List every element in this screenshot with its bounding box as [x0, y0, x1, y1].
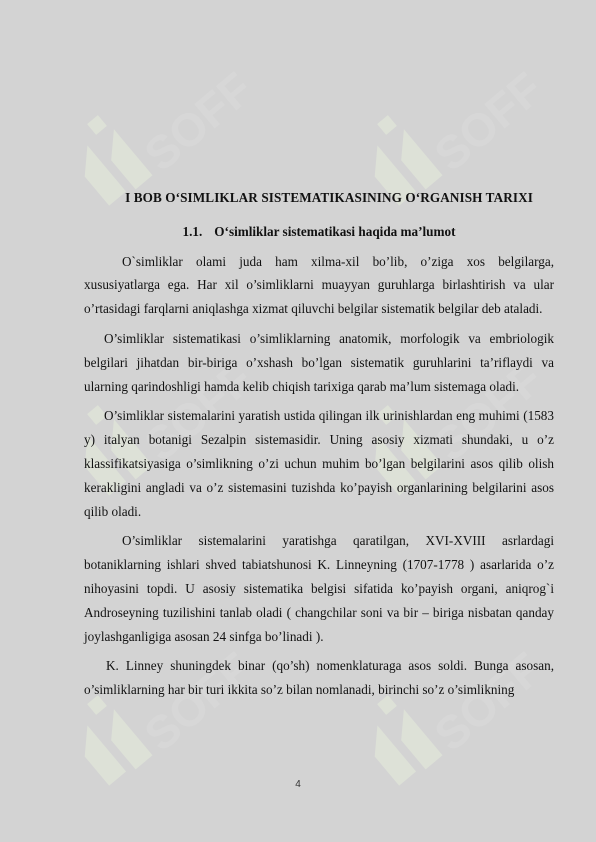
section-title: O‘simliklar sistematikasi haqida ma’lumot: [214, 223, 456, 239]
section-heading: [84, 220, 554, 244]
watermark-text: SOFF: [424, 62, 552, 181]
paragraph: O’simliklar sistemalarini yaratish ustida qilingan ilk urinishlardan eng muhimi (1583 y) italyan botanigi Sezalpin sistemasidir. Uning asosiy xizmati shundaki, u o’z klassifikatsiyasiga o’simlikning o’zi uchun muhim bo’lgan belgilarini asos qilib olish kerakligini angladi va o’z sistemasini tuzishda ko’payish organlarining belgilarini asos qilib oladi.: [84, 408, 554, 519]
document-body: [84, 186, 554, 708]
watermark-text: SOFF: [424, 642, 552, 761]
watermark-text: SOFF: [134, 642, 262, 761]
paragraph: O’simliklar sistemalarini yaratishga qaratilgan, XVI-XVIII asrlardagi botaniklarning ishlari shved tabiatshunosi K. Linneyning (1707-1778 ) asarlarida o’z nihoyasini topdi. U asosiy sistematika belgisi sifatida ko’payish organi, aniqrog`i Androseyning tuzilishini tanlab oladi ( changchilar soni va bir – biriga nisbatan qanday joylashganligiga asosan 24 sinfga bo’linadi ).: [84, 533, 554, 644]
paragraph: O’simliklar sistematikasi o’simliklarning anatomik, morfologik va embriologik belgilari jihatdan bir-biriga o’xshash bo’lgan sistematik guruhlarini ta’riflaydi va ularning qarindoshligi hamda kelib chiqish tarixiga qarab ma’lum sistemaga oladi.: [84, 330, 554, 394]
page-number: 4: [295, 779, 301, 790]
watermark-text: SOFF: [134, 62, 262, 181]
watermark-text: SOFF: [134, 352, 262, 471]
watermark-text: SOFF: [424, 352, 552, 471]
paragraph: K. Linney shuningdek binar (qo’sh) nomenklaturaga asos soldi. Bunga asosan, o’simliklarning har bir turi ikkita so’z bilan nomlanadi, birinchi so’z o’simlikning: [84, 658, 554, 698]
paragraph: O`simliklar olami juda ham xilma-xil bo’lib, o’ziga xos belgilarga, xususiyatlarga ega. Har xil o’simliklarni muayyan guruhlarga birlashtirish va ular o’rtasidagi farqlarni aniqlashga xizmat qiluvchi belgilar sistematik belgilar deb ataladi.: [84, 253, 554, 317]
section-number: 1.1.: [182, 223, 203, 239]
chapter-title: I BOB O‘SIMLIKLAR SISTEMATIKASINING O‘RGANISH TARIXI: [125, 190, 533, 205]
